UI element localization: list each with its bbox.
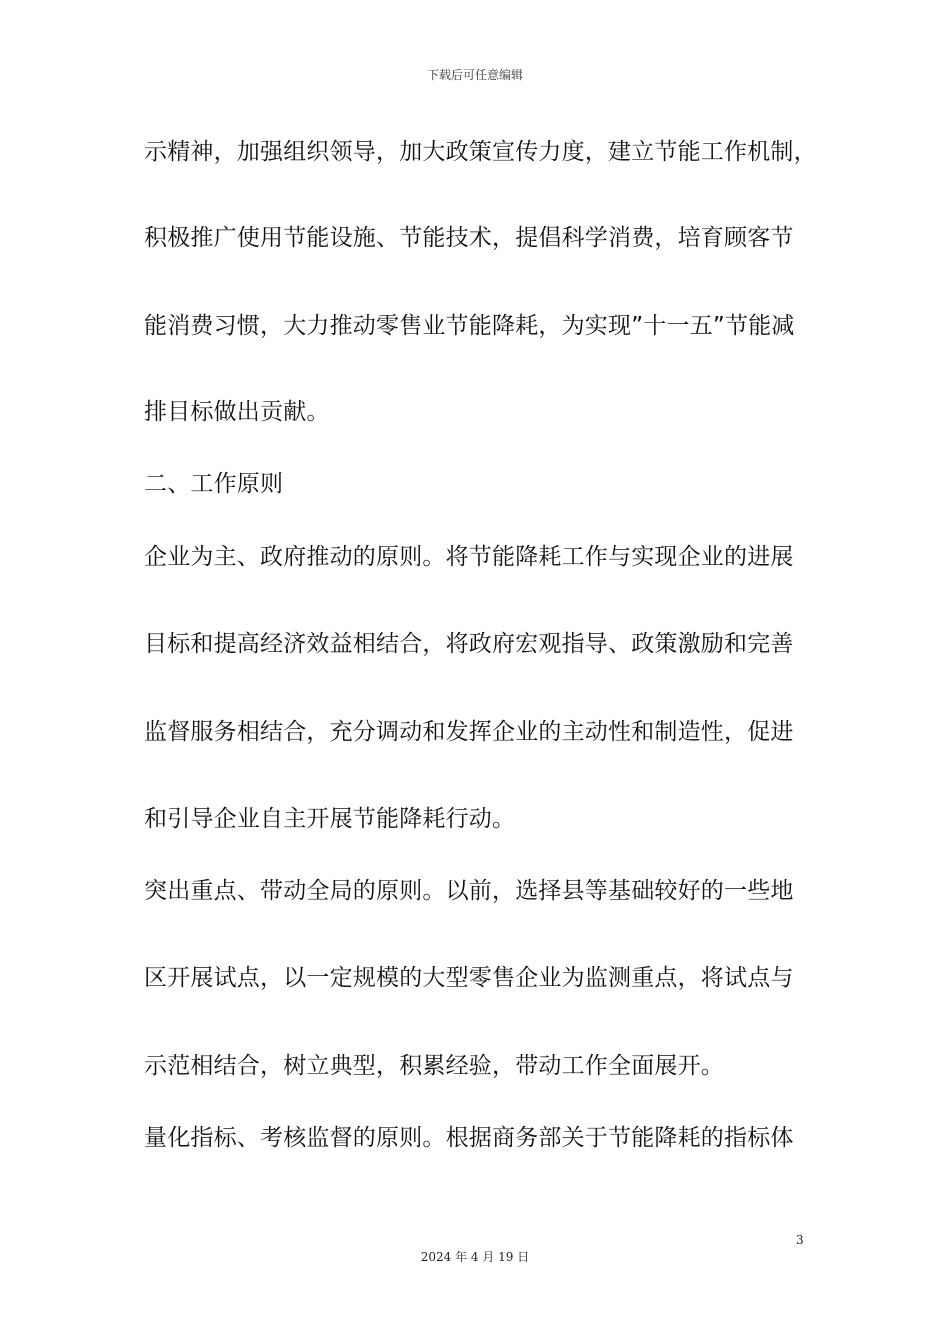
body-line-8: 监督服务相结合，充分调动和发挥企业的主动性和制造性，促进 [144,719,794,745]
body-line-3: 能消费习惯，大力推动零售业节能降耗，为实现”十一五”节能减 [144,313,795,339]
body-line-4: 排目标做出贡献。 [144,399,330,425]
body-line-11: 区开展试点，以一定规模的大型零售企业为监测重点，将试点与 [144,965,794,991]
body-line-9: 和引导企业自主开展节能降耗行动。 [144,806,516,832]
body-line-2: 积极推广使用节能设施、节能技术，提倡科学消费，培育顾客节 [144,225,794,251]
page-number: 3 [796,1233,804,1247]
body-line-12: 示范相结合，树立典型，积累经验，带动工作全面展开。 [144,1053,724,1079]
body-line-1: 示精神，加强组织领导，加大政策宣传力度，建立节能工作机制， [144,139,817,165]
page-header-note: 下载后可任意编辑 [426,68,523,82]
body-line-13: 量化指标、考核监督的原则。根据商务部关于节能降耗的指标体 [144,1125,794,1151]
body-line-6: 企业为主、政府推动的原则。将节能降耗工作与实现企业的进展 [144,544,794,570]
section-heading: 二、工作原则 [144,471,284,497]
body-line-7: 目标和提高经济效益相结合，将政府宏观指导、政策激励和完善 [144,631,794,657]
page-date: 2024 年 4 月 19 日 [420,1250,530,1264]
body-line-10: 突出重点、带动全局的原则。以前，选择县等基础较好的一些地 [144,878,794,904]
